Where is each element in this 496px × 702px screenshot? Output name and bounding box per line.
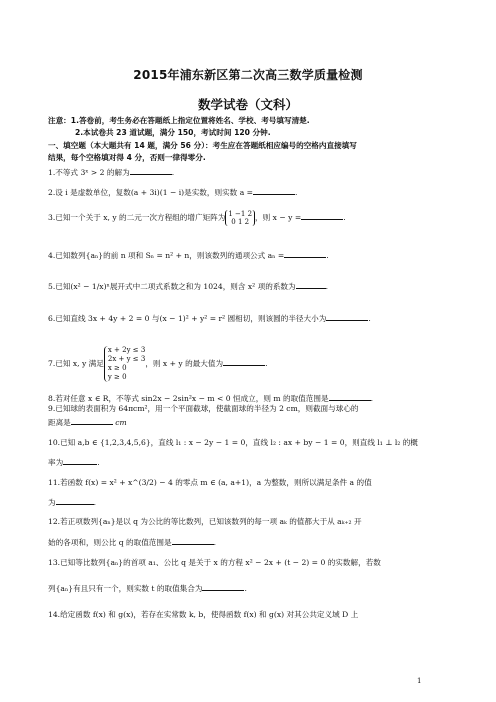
- question-3: 3.已知一个关于 x, y 的二元一次方程组的增广矩阵为 1 −1 2 0 1 2 ，则 x − y = .: [48, 210, 346, 226]
- answer-blank[interactable]: [71, 416, 113, 425]
- question-1: 1.不等式 3ˣ > 2 的解为 .: [48, 168, 175, 177]
- exam-subtitle: 数学试卷（文科）: [197, 97, 298, 112]
- answer-blank[interactable]: [130, 166, 172, 175]
- answer-blank[interactable]: [253, 186, 295, 195]
- question-12b: 始的各项和，则公比 q 的取值范围是 .: [48, 538, 217, 547]
- question-7: 7.已知 x, y 满足x + 2y ≤ 3 2x + y ≤ 3 x ≥ 0 y ≥ 0，则 x + y 的最大值为 .: [48, 346, 268, 381]
- question-9b: 距离是 cm: [48, 418, 127, 427]
- note-2: 2.本试卷共 23 道试题，满分 150，考试时间 120 分钟.: [75, 128, 271, 137]
- question-2: 2.设 i 是虚数单位，复数(a + 3i)(1 − i)是实数，则实数 a = .: [48, 188, 298, 197]
- question-14: 14.给定函数 f(x) 和 g(x)，若存在实常数 k, b，使得函数 f(x) 和 g(x) 对其公共定义域 D 上: [48, 610, 359, 619]
- section-heading-a: 一、填空题（本大题共有 14 题，满分 56 分）：考生应在答题纸相应编号的空格内直接填写: [48, 141, 357, 150]
- answer-blank[interactable]: [301, 211, 343, 220]
- question-10b: 率为 .: [48, 458, 100, 467]
- answer-blank[interactable]: [223, 357, 265, 366]
- answer-blank[interactable]: [284, 249, 326, 258]
- answer-blank[interactable]: [326, 312, 368, 321]
- constraint-system: x + 2y ≤ 3 2x + y ≤ 3 x ≥ 0 y ≥ 0: [104, 346, 145, 382]
- exam-title: 2015年浦东新区第二次高三数学质量检测: [133, 68, 363, 82]
- page-number: 1: [417, 677, 422, 685]
- section-heading-b: 结果，每个空格填对得 4 分，否则一律得零分.: [48, 153, 206, 162]
- question-8: 8.若对任意 x ∈ R，不等式 sin2x − 2sin²x − m < 0 恒成立，则 m 的取值范围是 .: [48, 394, 373, 403]
- question-4: 4.已知数列{aₙ}的前 n 项和 Sₙ = n² + n，则该数列的通项公式 aₙ = .: [48, 251, 329, 260]
- note-1: 注意：1.答卷前，考生务必在答题纸上指定位置将姓名、学校、考号填写清楚.: [48, 116, 310, 125]
- answer-blank[interactable]: [172, 536, 214, 545]
- question-12a: 12.若正项数列{aₙ}是以 q 为公比的等比数列，已知该数列的每一项 aₖ 的值都大于从 aₖ₊₂ 开: [48, 517, 362, 526]
- question-13a: 13.已知等比数列{aₙ}的首项 a₁、公比 q 是关于 x 的方程 x² − 2x + (t − 2) = 0 的实数解，若数: [48, 558, 381, 567]
- question-11b: 为 .: [48, 498, 97, 507]
- answer-blank[interactable]: [296, 280, 326, 289]
- answer-blank[interactable]: [56, 496, 94, 505]
- question-13b: 列{aₙ}有且只有一个，则实数 t 的取值集合为 .: [48, 584, 247, 593]
- answer-blank[interactable]: [202, 582, 244, 591]
- question-5: 5.已知(x² − 1/x)ⁿ展开式中二项式系数之和为 1024，则含 x² 项的系数为 .: [48, 282, 329, 291]
- question-9a: 9.已知球的表面积为 64πcm²，用一个平面截球，使截面球的半径为 2 cm，则截面与球心的: [48, 404, 359, 413]
- question-11a: 11.若函数 f(x) = x² + x^(3/2) − 4 的零点 m ∈ (a, a+1)，a 为整数，则所以满足条件 a 的值: [48, 478, 372, 487]
- answer-blank[interactable]: [63, 456, 97, 465]
- question-6: 6.已知直线 3x + 4y + 2 = 0 与(x − 1)² + y² = r² 圆相切，则该圆的半径大小为 .: [48, 314, 371, 323]
- answer-blank[interactable]: [329, 392, 371, 401]
- augmented-matrix: 1 −1 2 0 1 2: [225, 210, 255, 226]
- question-10a: 10.已知 a,b ∈ {1,2,3,4,5,6}，直线 l₁ : x − 2y − 1 = 0，直线 l₂ : ax + by − 1 = 0，则直线 l₁ ⊥ l₂ 的概: [48, 438, 418, 447]
